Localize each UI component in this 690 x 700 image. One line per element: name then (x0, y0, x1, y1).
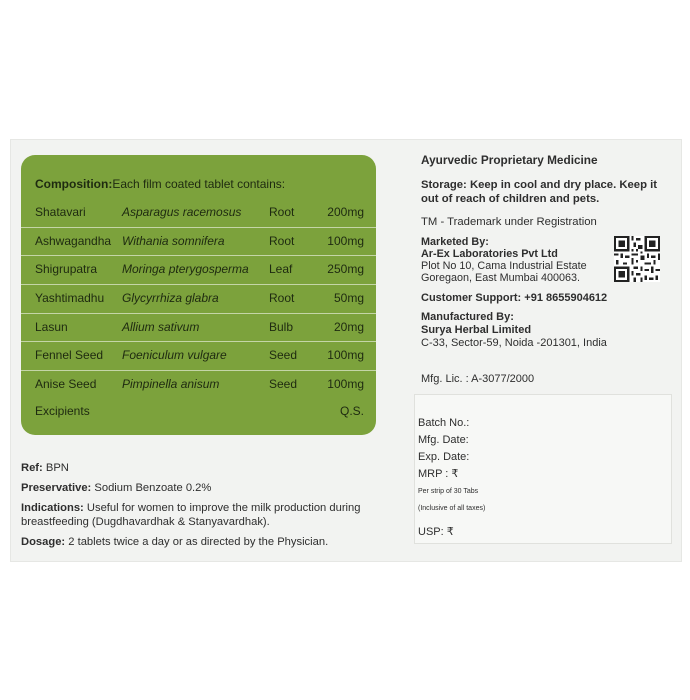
table-row (21, 199, 376, 227)
table-row (21, 227, 376, 256)
ingredient-name: Anise Seed (35, 377, 97, 392)
table-row (21, 284, 376, 313)
table-row (21, 370, 376, 399)
ingredient-latin: Withania somnifera (122, 233, 225, 248)
ref-value: BPN (45, 462, 69, 474)
indications-line (21, 501, 391, 529)
ingredient-name: Yashtimadhu (35, 291, 105, 306)
composition-label: Composition: (35, 177, 113, 191)
product-info-block (21, 461, 391, 555)
ingredient-latin: Glycyrrhiza glabra (122, 291, 219, 306)
ingredient-part: Root (269, 233, 295, 248)
ingredient-qty: 200mg (327, 205, 364, 219)
ingredient-name: Ashwagandha (35, 233, 112, 248)
table-row (21, 255, 376, 284)
ingredient-part: Seed (269, 377, 298, 392)
mfg-date-label: Mfg. Date: (418, 434, 469, 446)
ingredient-latin: Moringa pterygosperma (122, 262, 249, 277)
dosage-value: 2 tablets twice a day or as directed by the Physician. (68, 536, 329, 548)
excipients-label: Excipients (35, 404, 90, 418)
manufactured-label: Manufactured By: (421, 311, 514, 323)
preservative-value: Sodium Benzoate 0.2% (94, 482, 212, 494)
ingredient-qty: 250mg (327, 262, 364, 277)
indications-value: Useful for women to improve the milk production during breastfeeding (Dugdhavardhak & Stanyavardhak). (21, 502, 361, 528)
ingredient-qty: 100mg (327, 348, 364, 363)
marketed-name: Ar-Ex Laboratories Pvt Ltd (421, 248, 558, 260)
manufactured-by-block (421, 311, 671, 350)
marketed-address-2: Goregaon, East Mumbai 400063. (421, 272, 581, 284)
ingredient-name: Fennel Seed (35, 348, 104, 363)
ingredient-part: Leaf (269, 262, 293, 277)
mfg-licence: Mfg. Lic. : A-3077/2000 (421, 373, 535, 385)
dosage-label: Dosage: (21, 536, 66, 548)
marketed-address-1: Plot No 10, Cama Industrial Estate (421, 260, 587, 272)
storage-text: Storage: Keep in cool and dry place. Keep it out of reach of children and pets. (421, 179, 658, 205)
preservative-line (21, 481, 391, 495)
ingredient-part: Root (269, 205, 295, 219)
ingredient-qty: 100mg (327, 233, 364, 248)
indications-label: Indications: (21, 502, 84, 514)
ingredient-latin: Allium sativum (122, 319, 200, 334)
table-row (21, 341, 376, 370)
ingredient-latin: Foeniculum vulgare (122, 348, 227, 363)
batch-number-label: Batch No.: (418, 417, 470, 429)
mrp-note-strip: Per strip of 30 Tabs (418, 488, 479, 495)
ingredient-name: Lasun (35, 319, 68, 334)
ingredient-latin: Asparagus racemosus (122, 205, 242, 219)
composition-panel (21, 155, 376, 435)
composition-table (21, 199, 376, 399)
customer-support: Customer Support: +91 8655904612 (421, 292, 608, 304)
mrp-note-taxes: (Inclusive of all taxes) (418, 505, 486, 512)
trademark-text: TM - Trademark under Registration (421, 216, 597, 228)
ingredient-name: Shatavari (35, 205, 86, 219)
ingredient-part: Seed (269, 348, 298, 363)
composition-heading (35, 177, 285, 191)
batch-details (418, 415, 485, 541)
composition-subtitle: Each film coated tablet contains: (112, 177, 286, 191)
exp-date-label: Exp. Date: (418, 451, 470, 463)
medicine-type-title: Ayurvedic Proprietary Medicine (421, 153, 598, 167)
ingredient-part: Root (269, 291, 295, 306)
ingredient-name: Shigrupatra (35, 262, 98, 277)
marketed-label: Marketed By: (421, 236, 489, 248)
ref-line (21, 461, 391, 475)
table-row (21, 313, 376, 342)
manufactured-name: Surya Herbal Limited (421, 324, 532, 336)
ingredient-qty: 20mg (333, 319, 364, 334)
ingredient-part: Bulb (269, 319, 294, 334)
manufactured-address: C-33, Sector-59, Noida -201301, India (421, 337, 607, 349)
excipients-qty: Q.S. (339, 404, 364, 418)
ingredient-qty: 50mg (333, 291, 364, 306)
dosage-line (21, 535, 391, 549)
ingredient-qty: 100mg (327, 377, 364, 392)
preservative-label: Preservative: (21, 482, 92, 494)
ref-label: Ref: (21, 462, 43, 474)
mrp-label: MRP : ₹ (418, 468, 459, 480)
usp-label: USP: ₹ (418, 526, 454, 538)
ingredient-latin: Pimpinella anisum (122, 377, 220, 392)
qr-code-icon (614, 236, 660, 282)
